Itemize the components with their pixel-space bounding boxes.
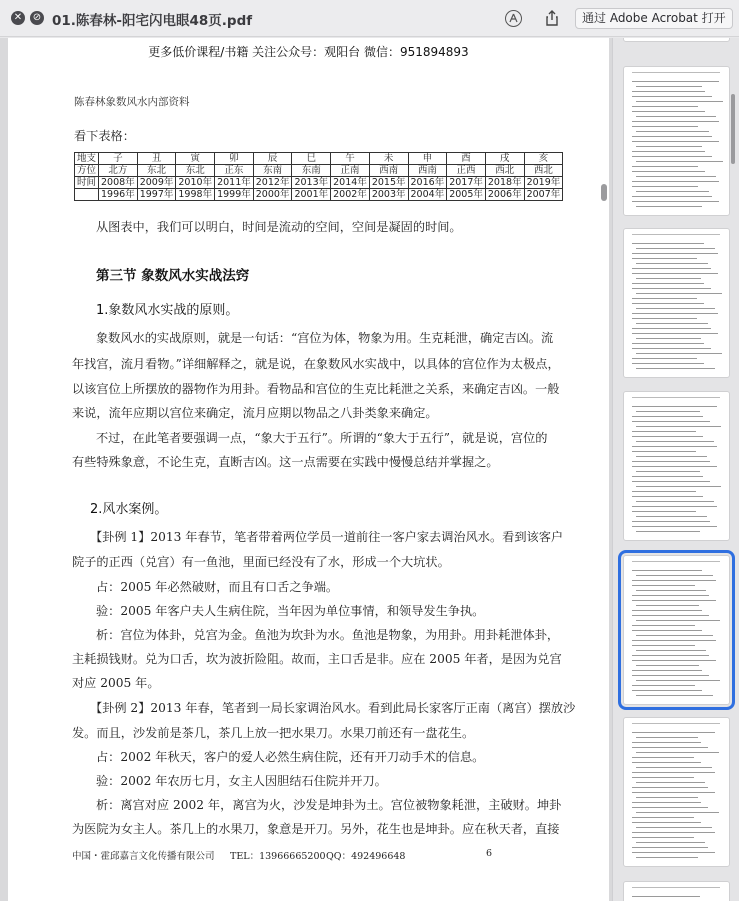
page-thumbnail[interactable] (623, 38, 730, 42)
case1-line: 院子的正西（兑宫）有一鱼池，里面已经没有了水，形成一个大坑状。 (72, 555, 450, 569)
table-cell: 西南 (408, 165, 447, 177)
case2-zhan: 占：2002 年秋天，客户的爱人必然生病住院，还有开刀动手术的信息。 (96, 750, 485, 764)
table-cell: 2013年 (292, 177, 331, 189)
p1-line: 年找宫，流月看物。”详细解释之，就是说，在象数风水实战中，以具体的宫位作为太极点， (72, 357, 560, 371)
intro-text: 看下表格： (74, 129, 135, 143)
table-cell: 2019年 (524, 177, 563, 189)
footer-tel: TEL：13966665200 (230, 851, 326, 862)
table-cell: 2014年 (331, 177, 370, 189)
table-cell: 子 (99, 153, 138, 165)
markup-icon[interactable] (505, 10, 522, 27)
page-thumbnail[interactable] (623, 391, 730, 541)
case2-line: 发。而且，沙发前是茶几，茶几上放一把水果刀。水果刀前还有一盘花生。 (72, 726, 475, 740)
table-cell: 1996年 (99, 189, 138, 201)
table-cell: 2001年 (292, 189, 331, 201)
table-cell: 2000年 (253, 189, 292, 201)
pdf-page (8, 38, 609, 901)
case1-line: 【卦例 1】2013 年春节，笔者带着两位学员一道前往一客户家去调治风水。看到该客户 (90, 530, 564, 544)
table-cell: 2005年 (447, 189, 486, 201)
footer-qq: QQ：492496648 (326, 851, 406, 862)
table-row (75, 153, 563, 165)
table-cell: 2017年 (447, 177, 486, 189)
table-cell: 正东 (215, 165, 254, 177)
table-cell: 寅 (176, 153, 215, 165)
table-cell: 酉 (447, 153, 486, 165)
table-cell: 西北 (524, 165, 563, 177)
p2-line: 不过，在此笔者要强调一点，“象大于五行”。所谓的“象大于五行”，就是说，宫位的 (96, 431, 548, 445)
table-cell: 地支 (75, 153, 99, 165)
p1-line: 来说，流年应期以宫位来确定，流月应期以物品之八卦类象来确定。 (72, 406, 438, 420)
table-cell: 正南 (331, 165, 370, 177)
table-cell: 东南 (292, 165, 331, 177)
case2-line: 【卦例 2】2013 年春，笔者到一局长家调治风水。看到此局长家客厅正南（离宫）摆放沙 (90, 701, 576, 715)
table-cell: 1998年 (176, 189, 215, 201)
p2-line: 有些特殊象意，不论生克，直断吉凶。这一点需要在实践中慢慢总结并掌握之。 (72, 455, 499, 469)
table-cell: 2010年 (176, 177, 215, 189)
title-bar (0, 0, 739, 37)
table-cell: 1997年 (137, 189, 176, 201)
table-cell: 1999年 (215, 189, 254, 201)
block-icon[interactable]: ⊘ (30, 11, 44, 25)
heading-cases: 2.风水案例。 (90, 502, 168, 517)
table-cell: 卯 (215, 153, 254, 165)
footer-page-number: 6 (486, 848, 493, 859)
case2-xi-line: 为医院为女主人。茶几上的水果刀，象意是开刀。另外，花生也是坤卦。应在秋天者，直接 (72, 822, 560, 836)
table-cell: 巳 (292, 153, 331, 165)
heading-principle: 1.象数风水实战的原则。 (96, 303, 239, 318)
window-title: 01.陈春林-阳宅闪电眼48页.pdf (52, 13, 253, 29)
table-cell: 丑 (137, 153, 176, 165)
page-thumbnail[interactable] (623, 228, 730, 378)
table-cell: 东北 (137, 165, 176, 177)
table-cell: 2007年 (524, 189, 563, 201)
share-icon[interactable] (543, 9, 561, 27)
table-row (75, 189, 563, 201)
page-thumbnail[interactable] (623, 66, 730, 216)
table-cell: 北方 (99, 165, 138, 177)
table-cell: 方位 (75, 165, 99, 177)
p1-line: 以该宫位上所摆放的器物作为用卦。看物品和宫位的生克比耗泄之关系，来确定吉凶。一般 (72, 382, 560, 396)
table-cell: 亥 (524, 153, 563, 165)
table-cell: 2006年 (485, 189, 524, 201)
page-thumbnail[interactable] (623, 881, 730, 901)
table-cell: 时间 (75, 177, 99, 189)
table-cell: 午 (331, 153, 370, 165)
close-icon[interactable]: ✕ (11, 11, 25, 25)
case1-zhan: 占：2005 年必然破财，而且有口舌之争端。 (96, 580, 339, 594)
case1-xi-line: 主耗损钱财。兑为口舌，坎为波折险阻。故而，主口舌是非。应在 2005 年者，是因为兑宫 (72, 652, 562, 666)
branch-table (74, 152, 563, 201)
case2-xi-line: 析：离宫对应 2002 年，离宫为火，沙发是坤卦为土。宫位被物象耗泄，主破财。坤卦 (96, 798, 562, 812)
case2-yan: 验：2002 年农历七月，女主人因胆结石住院并开刀。 (96, 774, 387, 788)
p1-line: 象数风水的实战原则，就是一句话：“宫位为体，物象为用。生克耗泄，确定吉凶。流 (96, 331, 554, 345)
sidebar-scrollbar[interactable] (731, 94, 735, 164)
table-cell: 2004年 (408, 189, 447, 201)
case1-yan: 验：2005 年客户夫人生病住院，当年因为单位事情，和领导发生争执。 (96, 604, 485, 618)
footer-company: 中国・霍邱嘉言文化传播有限公司 (72, 851, 215, 862)
document-viewer[interactable] (0, 38, 612, 901)
case1-xi-line: 析：宫位为体卦，兑宫为金。鱼池为坎卦为水。鱼池是物象，为用卦。用卦耗泄体卦， (96, 628, 560, 642)
table-cell: 东北 (176, 165, 215, 177)
table-cell: 2008年 (99, 177, 138, 189)
table-cell: 未 (369, 153, 408, 165)
page-subtitle: 陈春林象数风水内部资料 (74, 96, 190, 108)
table-cell: 西北 (485, 165, 524, 177)
table-cell: 2015年 (369, 177, 408, 189)
document-scrollbar[interactable] (601, 184, 607, 201)
table-row (75, 177, 563, 189)
table-cell: 正西 (447, 165, 486, 177)
table-row (75, 165, 563, 177)
page-header: 更多低价课程/书籍 关注公众号：观阳台 微信：951894893 (148, 45, 469, 59)
page-thumbnail[interactable] (623, 717, 730, 867)
table-cell: 2016年 (408, 177, 447, 189)
table-caption: 从图表中，我们可以明白，时间是流动的空间，空间是凝固的时间。 (96, 220, 462, 234)
table-cell: 戌 (485, 153, 524, 165)
table-cell: 2011年 (215, 177, 254, 189)
table-cell: 辰 (253, 153, 292, 165)
table-cell: 2012年 (253, 177, 292, 189)
thumbnail-sidebar[interactable] (612, 38, 739, 901)
table-cell: 2009年 (137, 177, 176, 189)
page-thumbnail[interactable] (623, 555, 730, 705)
table-cell: 2003年 (369, 189, 408, 201)
table-cell: 申 (408, 153, 447, 165)
case1-xi-line: 对应 2005 年。 (72, 676, 160, 690)
table-cell: 2018年 (485, 177, 524, 189)
table-cell: 西南 (369, 165, 408, 177)
table-cell: 2002年 (331, 189, 370, 201)
section-title: 第三节 象数风水实战法窍 (96, 268, 250, 284)
table-cell (75, 189, 99, 201)
table-cell: 东南 (253, 165, 292, 177)
open-in-acrobat-button[interactable]: 通过 Adobe Acrobat 打开 (575, 8, 733, 29)
